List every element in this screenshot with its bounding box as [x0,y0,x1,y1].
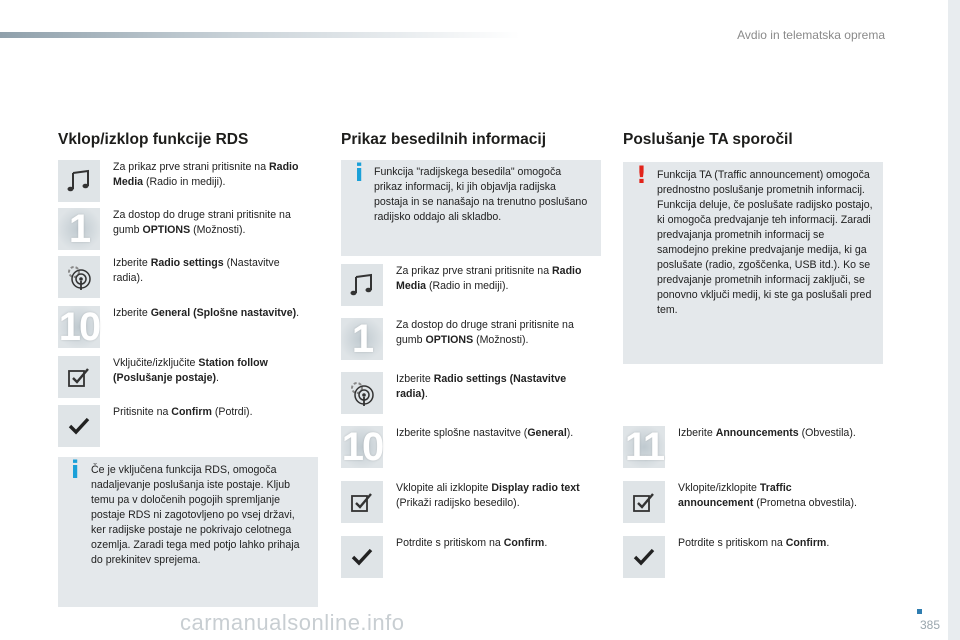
rds-step-5 [58,356,303,398]
music-note-icon [58,160,100,202]
rds-section-title: Vklop/izklop funkcije RDS [58,131,249,148]
step-number-badge: 10 [341,424,383,469]
text-step-1 [341,264,596,306]
step-number-badge: 10 [58,304,100,349]
radio-settings-icon [58,256,100,298]
ta-warning-box [623,162,883,364]
text-step-6 [341,536,596,578]
rds-step-1 [58,160,303,202]
step-text: Izberite splošne nastavitve (General). [396,427,574,439]
info-icon: i [71,456,80,484]
warning-icon: ! [636,161,647,189]
page-header-title: Avdio in telematska oprema [737,28,885,42]
step-text: Izberite Radio settings (Nastavitve radia). [396,373,567,400]
step-text: Za dostop do druge strani pritisnite na gumb OPTIONS (Možnosti). [113,209,291,236]
ta-step-1 [623,426,868,468]
text-section-title: Prikaz besedilnih informacij [341,131,547,148]
step-text: Za dostop do druge strani pritisnite na gumb OPTIONS (Možnosti). [396,319,574,346]
step-text: Potrdite s pritiskom na Confirm. [678,537,830,549]
text-step-5 [341,481,596,523]
ta-step-2 [623,481,868,523]
text-info-text: Funkcija "radijskega besedila" omogoča prikaz informacij, ki jih objavlja radijska postaja in se nanašajo na trenutno poslušano radijsko oddajo ali skladbo. [374,166,588,223]
checkmark-icon [341,536,383,578]
step-text: Pritisnite na Confirm (Potrdi). [113,406,253,418]
page-edge-strip [948,0,960,640]
step-number-badge: 1 [341,318,383,360]
watermark: carmanualsonline.info [180,610,405,635]
step-text: Za prikaz prve strani pritisnite na Radio Media (Radio in mediji). [396,265,582,292]
page-number: 385 [919,618,940,632]
text-step-2 [341,318,596,360]
step-number-badge: 1 [58,208,100,250]
rds-step-6 [58,405,303,447]
checkbox-icon [623,481,665,523]
checkmark-icon [623,536,665,578]
step-text: Izberite Announcements (Obvestila). [678,427,856,439]
step-text: Potrdite s pritiskom na Confirm. [396,537,548,549]
rds-info-text: Če je vključena funkcija RDS, omogoča nadaljevanje poslušanja iste postaje. Kljub temu pa v določenih pogojih spremljanje postaje RDS ni zagotovljeno po vsej državi, ker radijske postaje ne pokrivajo celotnega ozemlja. Zaradi tega med potjo lahko prihaja do prekinitev sprejema. [91,464,300,566]
info-icon: i [355,159,364,187]
step-text: Za prikaz prve strani pritisnite na Radio Media (Radio in mediji). [113,161,299,188]
music-note-icon [341,264,383,306]
rds-step-3 [58,256,303,298]
rds-step-4 [58,306,303,348]
step-text: Vklopite ali izklopite Display radio text (Prikaži radijsko besedilo). [396,482,580,509]
page-marker [917,609,922,614]
rds-info-box [58,457,318,607]
radio-settings-icon [341,372,383,414]
step-text: Vključite/izključite Station follow (Poslušanje postaje). [113,357,268,384]
rds-step-2 [58,208,303,250]
header-decor-bar [0,32,520,38]
ta-step-3 [623,536,868,578]
ta-warning-text: Funkcija TA (Traffic announcement) omogoča prednostno poslušanje prometnih informacij. Funkcija deluje, če poslušate radijsko postajo, ki omogoča predvajanje teh informacij. Zaradi predvajanja prometnih informacij se samodejno prekine predvajanje medija, ki ga poslušate (radio, zgoščenka, USB itd.). Ko se predvajanje prometnih informacij zaključi, se ponovno vključi medij, ki ste ga poslušali pred tem. [657,169,873,316]
checkbox-icon [341,481,383,523]
text-step-3 [341,372,596,414]
checkmark-icon [58,405,100,447]
step-text: Izberite General (Splošne nastavitve). [113,307,300,319]
checkbox-icon [58,356,100,398]
step-text: Vklopite/izklopite Traffic announcement (Prometna obvestila). [678,482,857,509]
step-text: Izberite Radio settings (Nastavitve radia). [113,257,280,284]
text-step-4 [341,426,596,468]
step-number-badge: 11 [624,424,664,469]
text-info-box [341,160,601,256]
ta-section-title: Poslušanje TA sporočil [623,131,793,148]
